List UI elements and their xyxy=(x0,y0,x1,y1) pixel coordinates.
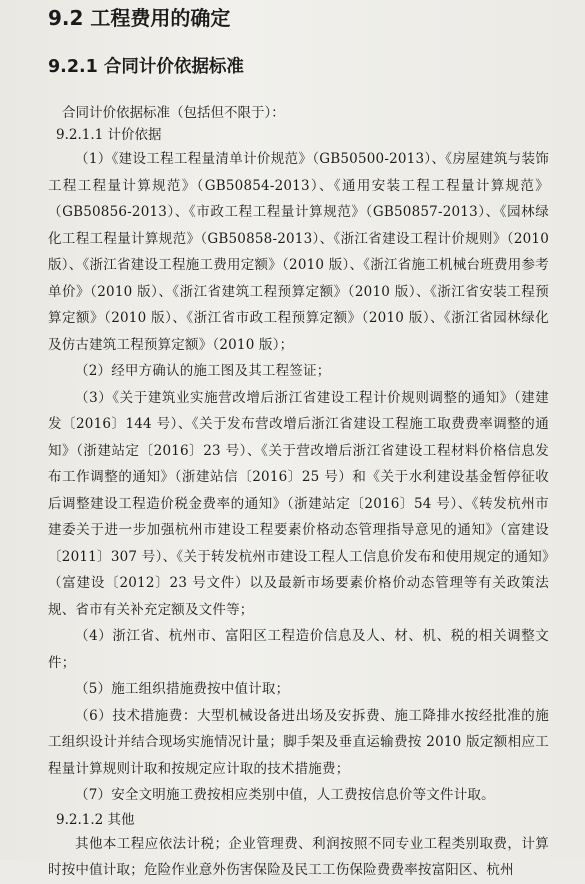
other-paragraph: 其他本工程应依法计税；企业管理费、利润按照不同专业工程类别取费，计算时按中值计取；危险作业意外伤害保险及民工工伤保险费费率按富阳区、杭州 xyxy=(48,835,549,878)
subsection-title: 9.2.1 合同计价依据标准 xyxy=(48,57,244,77)
list-item: （6）技术措施费：大型机械设备进出场及安拆费、施工降排水按经批准的施工组织设计并结合现场实施情况计量；脚手架及垂直运输费按 2010 版定额相应工程量计算规则计取和按规定应计取的技术措施费； xyxy=(48,707,549,777)
section-title: 9.2 工程费用的确定 xyxy=(48,6,231,30)
clause-heading-pricing-basis: 9.2.1.1 计价依据 xyxy=(56,127,162,143)
list-item: （3）《关于建筑业实施营改增后浙江省建设工程计价规则调整的通知》（建建发〔2016〕144 号）、《关于发布营改增后浙江省建设工程施工取费费率调整的通知》（浙建站定〔2016〕23 号）、《关于营改增后浙江省建设工程材料价格信息发布工作调整的通知》（浙建站信〔2016〕25 号）和《关于水利建设基金暂停征收后调整建设工程造价税金费率的通知》（浙建站定〔2016〕54 号）、《转发杭州市建委关于进一步加强杭州市建设工程要素价格动态管理指导意见的通知》（富建设〔2011〕307 号）、《关于转发杭州市建设工程人工信息价发布和使用规定的通知》（富建设〔2012〕23 号文件）以及最新市场要素价格价动态管理等有关政策法规、省市有关补充定额及文件等； xyxy=(48,389,549,618)
list-item: （1）《建设工程工程量清单计价规范》（GB50500-2013）、《房屋建筑与装饰工程工程量计算规范》（GB50854-2013）、《通用安装工程工程量计算规范》（GB50856-2013）、《市政工程工程量计算规范》（GB50857-2013）、《园林绿化工程工程量计算规范》（GB50858-2013）、《浙江省建设工程计价规则》（2010 版）、《浙江省建设工程施工费用定额》（2010 版）、《浙江省施工机械台班费用参考单价》（2010 版）、《浙江省建筑工程预算定额》（2010 版）、《浙江省安装工程预算定额》（2010 版）、《浙江省市政工程预算定额》（2010 版）、《浙江省园林绿化及仿古建筑工程预算定额》（2010 版）； xyxy=(48,151,549,353)
clause-heading-other: 9.2.1.2 其他 xyxy=(56,811,135,828)
intro-text: 合同计价依据标准（包括但不限于）： xyxy=(62,105,285,121)
list-item: （7）安全文明施工费按相应类别中值，人工费按信息价等文件计取。 xyxy=(75,787,495,803)
list-item: （4）浙江省、杭州市、富阳区工程造价信息及人、材、机、税的相关调整文件； xyxy=(48,628,549,671)
list-item: （2）经甲方确认的施工图及其工程签证； xyxy=(75,363,331,379)
list-item: （5）施工组织措施费按中值计取； xyxy=(75,681,290,697)
